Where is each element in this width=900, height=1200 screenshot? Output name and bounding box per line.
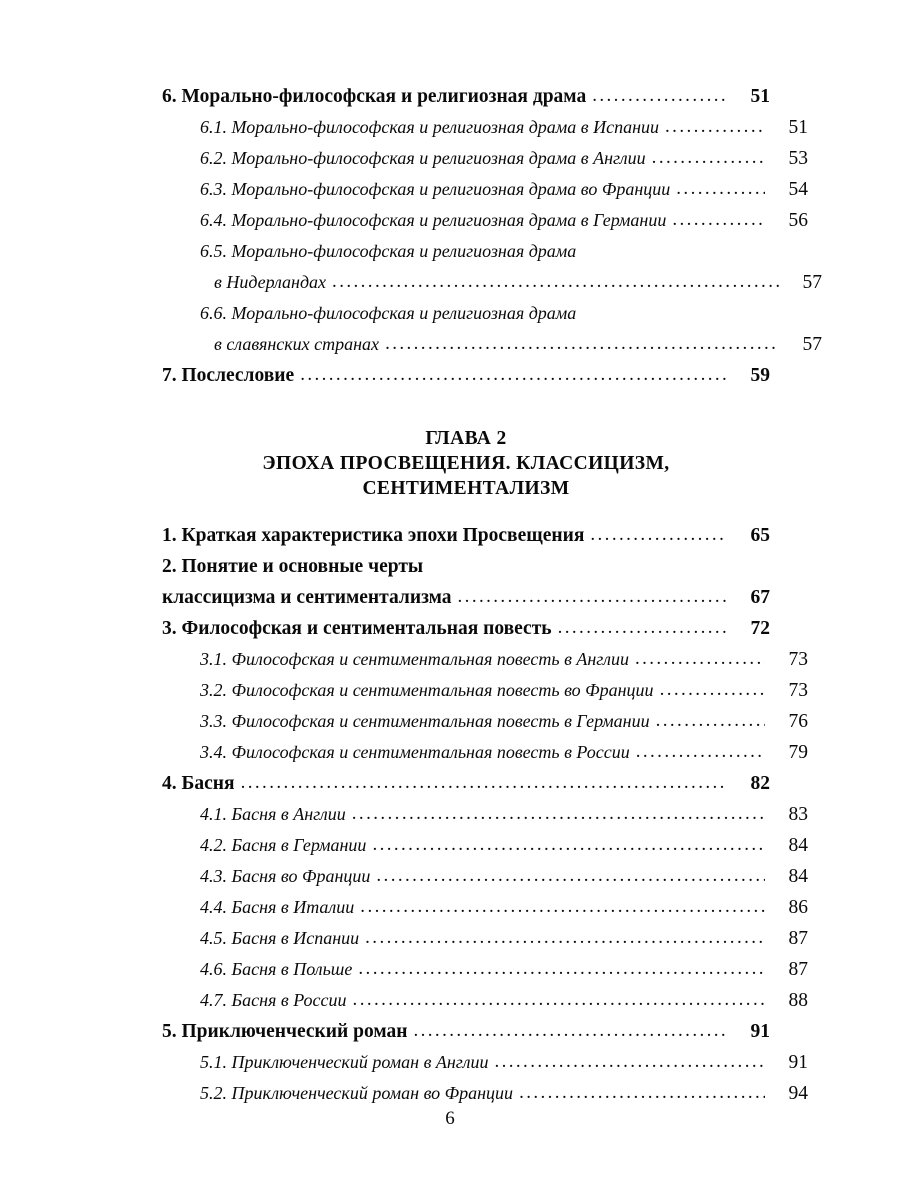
- toc-entry[interactable]: [162, 587, 770, 618]
- toc-entry-page-number: 83: [788, 804, 808, 825]
- toc-entry[interactable]: [162, 148, 808, 179]
- dot-leader: [413, 1020, 727, 1042]
- dot-leader: [558, 617, 727, 639]
- dot-leader: [656, 710, 765, 732]
- toc-entry-page-number: 82: [750, 773, 770, 794]
- dot-leader: [519, 1082, 765, 1104]
- toc-entry-title: в Нидерландах: [214, 272, 327, 292]
- toc-entry-title: 5. Приключенческий роман: [162, 1021, 408, 1042]
- toc-entry[interactable]: [162, 866, 808, 897]
- toc-entry[interactable]: [162, 365, 770, 396]
- dot-leader: [592, 85, 727, 107]
- toc-entry[interactable]: [162, 1021, 770, 1052]
- toc-entry[interactable]: [162, 525, 770, 556]
- toc-entry[interactable]: [162, 334, 822, 365]
- toc-entry[interactable]: [162, 272, 822, 303]
- toc-entry[interactable]: [162, 804, 808, 835]
- toc-entry-page-number: 87: [788, 959, 808, 980]
- toc-entry-title: 5.1. Приключенческий роман в Англии: [200, 1052, 489, 1072]
- toc-entry[interactable]: [162, 835, 808, 866]
- dot-leader: [590, 524, 727, 546]
- toc-entry[interactable]: [162, 897, 808, 928]
- toc-entry-title: 3. Философская и сентиментальная повесть: [162, 618, 552, 639]
- dot-leader: [458, 586, 727, 608]
- toc-entry-title: 6. Морально-философская и религиозная драма: [162, 86, 587, 107]
- toc-entry-title: 4.5. Басня в Испании: [200, 928, 360, 948]
- chapter-heading-line1: ГЛАВА 2: [425, 428, 507, 449]
- dot-leader: [360, 896, 765, 918]
- dot-leader: [676, 178, 765, 200]
- toc-entry[interactable]: [162, 179, 808, 210]
- toc-entry-title: 4. Басня: [162, 773, 235, 794]
- dot-leader: [300, 364, 727, 386]
- toc-entry[interactable]: [162, 117, 808, 148]
- toc-entry[interactable]: [162, 773, 770, 804]
- toc-entry-page-number: 79: [788, 742, 808, 763]
- heading-top-spacer: [162, 396, 770, 426]
- toc-entry-page-number: 51: [750, 86, 770, 107]
- dot-leader: [372, 834, 765, 856]
- dot-leader: [385, 333, 779, 355]
- toc-entry[interactable]: [162, 210, 808, 241]
- toc-entry-title: классицизма и сентиментализма: [162, 587, 452, 608]
- toc-entry-title: 2. Понятие и основные черты: [162, 556, 424, 577]
- toc-entry-page-number: 87: [788, 928, 808, 949]
- toc-entry-page-number: 88: [788, 990, 808, 1011]
- dot-leader: [332, 271, 779, 293]
- toc-entry-title: 3.4. Философская и сентиментальная повесть в России: [200, 742, 630, 762]
- toc-entry-title: 6.1. Морально-философская и религиозная драма в Испании: [200, 117, 660, 137]
- dot-leader: [365, 927, 765, 949]
- toc-entry-page-number: 73: [788, 649, 808, 670]
- dot-leader: [636, 741, 765, 763]
- toc-entry-page-number: 91: [788, 1052, 808, 1073]
- toc-entry-page-number: 94: [788, 1083, 808, 1104]
- toc-entry-page-number: 53: [788, 148, 808, 169]
- toc-entry-title: 4.1. Басня в Англии: [200, 804, 346, 824]
- toc-entry-title: 5.2. Приключенческий роман во Франции: [200, 1083, 514, 1103]
- toc-entry-title: 7. Послесловие: [162, 365, 295, 386]
- toc-entry-title: 1. Краткая характеристика эпохи Просвещения: [162, 525, 585, 546]
- toc-entry-page-number: 57: [802, 272, 822, 293]
- toc-entry-title: 3.3. Философская и сентиментальная повесть в Германии: [200, 711, 650, 731]
- toc-entry[interactable]: [162, 618, 770, 649]
- dot-leader: [635, 648, 765, 670]
- dot-leader: [376, 865, 765, 887]
- toc-entry-page-number: 54: [788, 179, 808, 200]
- toc-entry-title: 6.6. Морально-философская и религиозная драма: [200, 303, 577, 323]
- dot-leader: [353, 989, 765, 1011]
- toc-entry[interactable]: [162, 959, 808, 990]
- toc-entry-title: 4.4. Басня в Италии: [200, 897, 355, 917]
- toc-entry-page-number: 65: [750, 525, 770, 546]
- toc-entry[interactable]: [162, 711, 808, 742]
- toc-entry-page-number: 86: [788, 897, 808, 918]
- chapter-heading: [162, 426, 770, 501]
- toc-entry-page-number: 76: [788, 711, 808, 732]
- toc-entry-page-number: 91: [750, 1021, 770, 1042]
- toc-entry-page-number: 56: [788, 210, 808, 231]
- dot-leader: [672, 209, 765, 231]
- toc-entry-title: 4.6. Басня в Польше: [200, 959, 353, 979]
- toc-entry-page-number: 73: [788, 680, 808, 701]
- table-of-contents: [162, 86, 822, 1114]
- toc-entry[interactable]: [162, 928, 808, 959]
- chapter-heading-line2: ЭПОХА ПРОСВЕЩЕНИЯ. КЛАССИЦИЗМ,: [262, 453, 670, 474]
- toc-entry-title: 6.2. Морально-философская и религиозная драма в Англии: [200, 148, 646, 168]
- toc-entry[interactable]: [162, 649, 808, 680]
- dot-leader: [352, 803, 765, 825]
- dot-leader: [660, 679, 765, 701]
- toc-entry-title: 6.4. Морально-философская и религиозная драма в Германии: [200, 210, 667, 230]
- toc-entry[interactable]: [162, 680, 808, 711]
- toc-entry-title: 3.2. Философская и сентиментальная повесть во Франции: [200, 680, 654, 700]
- toc-entry-title: 6.5. Морально-философская и религиозная драма: [200, 241, 577, 261]
- toc-entry[interactable]: [162, 1052, 808, 1083]
- toc-entry-title: в славянских странах: [214, 334, 380, 354]
- toc-entry-title: 3.1. Философская и сентиментальная повесть в Англии: [200, 649, 629, 669]
- toc-entry-page-number: 59: [750, 365, 770, 386]
- chapter-heading-line3: СЕНТИМЕНТАЛИЗМ: [362, 478, 570, 499]
- dot-leader: [358, 958, 765, 980]
- toc-entry-page-number: 67: [750, 587, 770, 608]
- toc-entry-page-number: 72: [750, 618, 770, 639]
- toc-entry-page-number: 84: [788, 835, 808, 856]
- dot-leader: [241, 772, 727, 794]
- toc-entry[interactable]: [162, 742, 808, 773]
- toc-entry-page-number: 51: [788, 117, 808, 138]
- toc-entry-title: 4.7. Басня в России: [200, 990, 347, 1010]
- dot-leader: [494, 1051, 765, 1073]
- toc-entry[interactable]: [162, 241, 808, 272]
- page-number: 6: [445, 1108, 455, 1129]
- toc-entry-page-number: 84: [788, 866, 808, 887]
- toc-entry-title: 4.3. Басня во Франции: [200, 866, 371, 886]
- dot-leader: [665, 116, 765, 138]
- toc-entry-title: 4.2. Басня в Германии: [200, 835, 367, 855]
- toc-entry[interactable]: [162, 556, 770, 587]
- toc-entry[interactable]: [162, 303, 808, 334]
- toc-entry[interactable]: [162, 990, 808, 1021]
- toc-entry[interactable]: [162, 86, 770, 117]
- toc-entry-title: 6.3. Морально-философская и религиозная драма во Франции: [200, 179, 671, 199]
- dot-leader: [652, 147, 765, 169]
- toc-entry-page-number: 57: [802, 334, 822, 355]
- heading-bottom-spacer: [162, 501, 770, 525]
